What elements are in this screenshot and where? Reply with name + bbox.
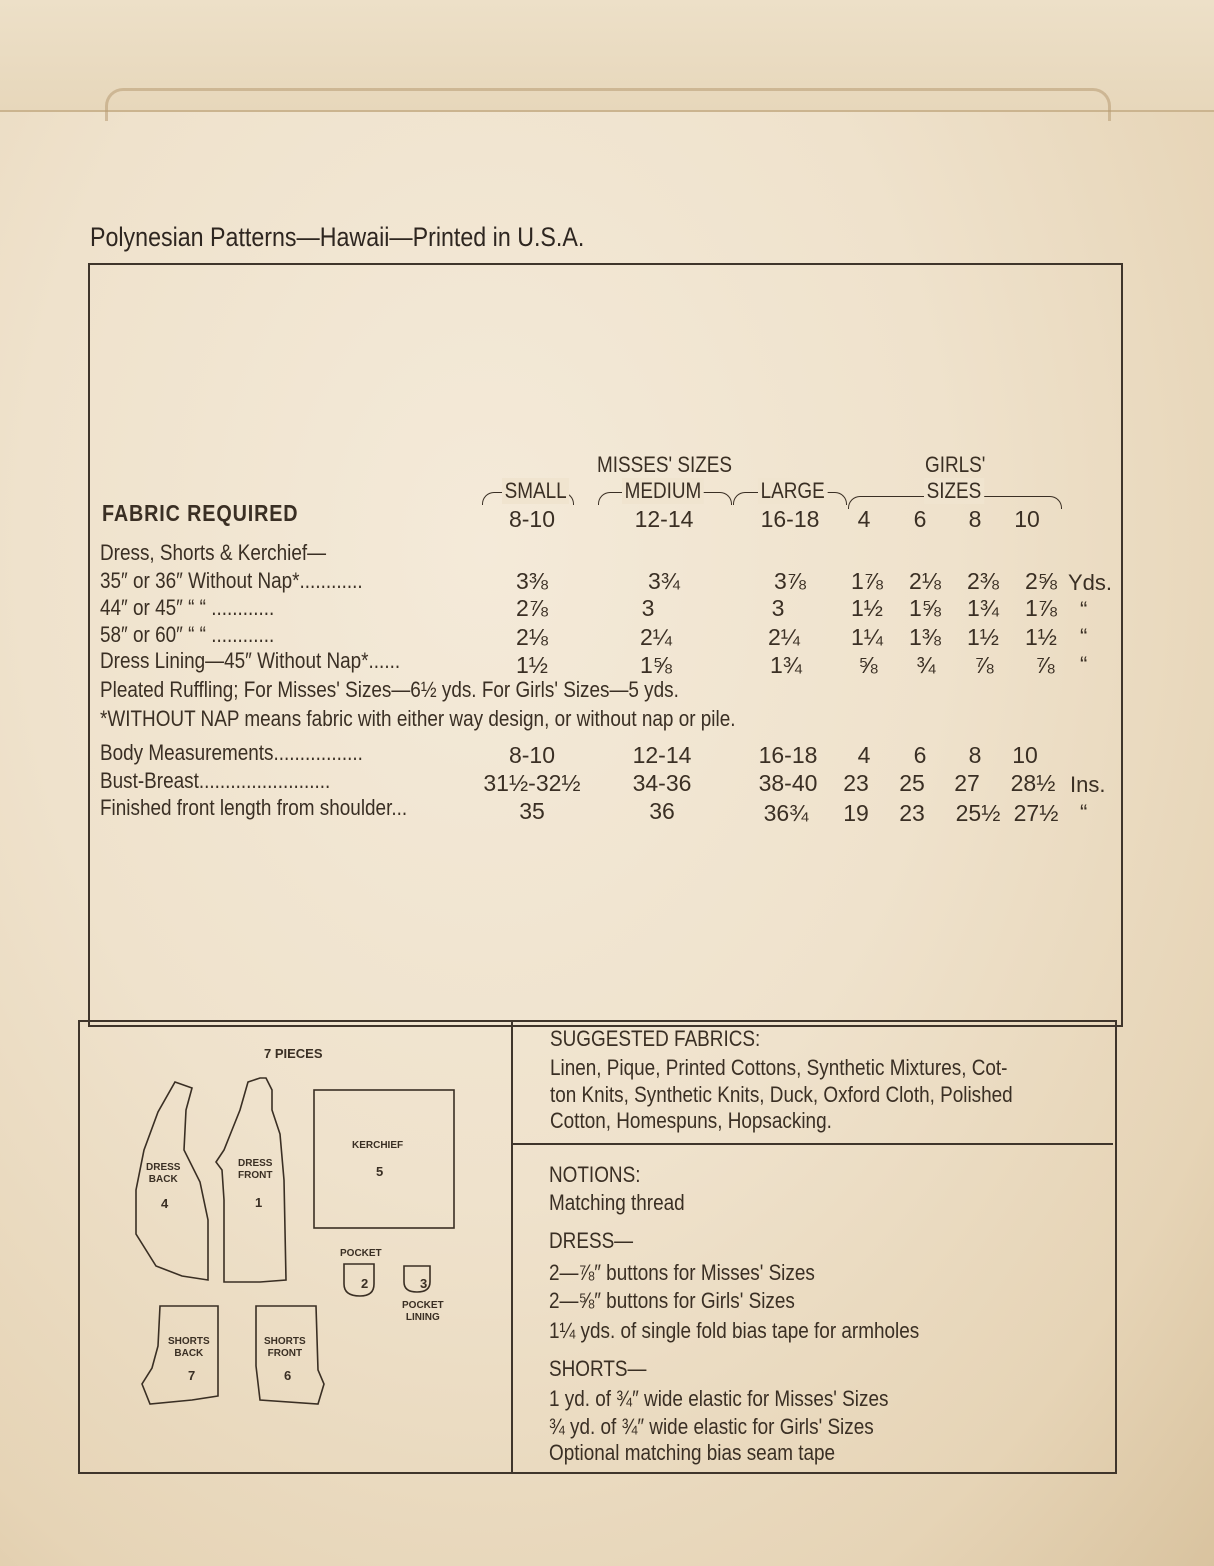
- size-code: 6: [913, 506, 927, 532]
- piece-label-text: DRESS FRONT: [238, 1158, 273, 1181]
- size-code: 16-18: [760, 506, 820, 532]
- fabric-value: 1½: [1025, 624, 1057, 650]
- shorts-notion: ¾ yd. of ¾″ wide elastic for Girls' Sizes: [549, 1414, 874, 1439]
- fabric-value: ⅞: [1035, 652, 1055, 678]
- medium-header: MEDIUM: [622, 478, 704, 504]
- measure-value: 38-40: [758, 770, 818, 796]
- measure-value: 6: [913, 742, 927, 768]
- girls-sizes-header: SIZES: [924, 478, 984, 504]
- measure-value: 12-14: [632, 742, 692, 768]
- suggested-fabrics-title: SUGGESTED FABRICS:: [550, 1026, 761, 1051]
- measure-row-label: Bust-Breast.........................: [100, 768, 331, 793]
- measure-value: 4: [857, 742, 871, 768]
- dress-notion: 2—⅝″ buttons for Girls' Sizes: [549, 1288, 795, 1313]
- fabric-required-title: FABRIC REQUIRED: [102, 500, 299, 526]
- fabric-value: 3⅞: [774, 568, 806, 594]
- dress-notion: 2—⅞″ buttons for Misses' Sizes: [549, 1260, 815, 1285]
- piece-label-text: SHORTS FRONT: [264, 1336, 306, 1359]
- bottom-divider: [511, 1020, 513, 1472]
- fabric-unit: Yds.: [1068, 570, 1113, 595]
- piece-label-shorts-front: [264, 1336, 306, 1360]
- measure-value: 19: [843, 800, 869, 826]
- flap-edge: [105, 88, 1111, 121]
- fabric-value: 2¼: [768, 624, 800, 650]
- piece-label-shorts-back: [168, 1336, 210, 1360]
- pocket-shape: [344, 1264, 374, 1296]
- suggested-line: Linen, Pique, Printed Cottons, Synthetic Mixtures, Cot-: [550, 1055, 1008, 1080]
- size-code: 8: [968, 506, 982, 532]
- size-code: 4: [857, 506, 871, 532]
- piece-num-pocket-lining: 3: [420, 1276, 428, 1291]
- measure-value: 23: [843, 770, 869, 796]
- fabric-value: 2⅛: [516, 624, 548, 650]
- fabric-value: 3: [641, 595, 655, 621]
- fabric-value: ⅝: [858, 652, 878, 678]
- fabric-value: 2⅞: [516, 595, 548, 621]
- fabric-value: 1⅝: [909, 595, 941, 621]
- piece-num-kerchief: 5: [376, 1164, 384, 1179]
- pattern-pieces-diagram: [120, 1070, 480, 1430]
- measure-value: 8: [968, 742, 982, 768]
- notions-divider: [511, 1143, 1113, 1145]
- measure-value: 25½: [955, 800, 1001, 826]
- piece-label-pocket-lining: [402, 1300, 444, 1324]
- ruffling-note: Pleated Ruffling; For Misses' Sizes—6½ yds. For Girls' Sizes—5 yds.: [100, 677, 679, 702]
- pieces-count: 7 PIECES: [264, 1046, 323, 1061]
- dress-notion: 1¼ yds. of single fold bias tape for armholes: [549, 1318, 920, 1343]
- large-header: LARGE: [758, 478, 827, 504]
- measure-value: 23: [899, 800, 925, 826]
- measure-value: 28½: [1010, 770, 1056, 796]
- piece-label-dress-back: [146, 1162, 180, 1186]
- piece-label-pocket: POCKET: [340, 1248, 382, 1259]
- measure-row-label: Body Measurements.................: [100, 740, 363, 765]
- piece-num-dress-back: 4: [161, 1196, 169, 1211]
- measure-value: 34-36: [632, 770, 692, 796]
- piece-label-text: DRESS BACK: [146, 1162, 181, 1185]
- piece-num-shorts-back: 7: [188, 1368, 196, 1383]
- suggested-line: Cotton, Homespuns, Hopsacking.: [550, 1108, 832, 1133]
- fabric-value: 3⅜: [516, 568, 548, 594]
- piece-num-dress-front: 1: [255, 1195, 263, 1210]
- fabric-row-label: 58″ or 60″ “ “ ............: [100, 622, 275, 647]
- shorts-notions-title: SHORTS—: [549, 1356, 647, 1381]
- dress-notions-title: DRESS—: [549, 1228, 634, 1253]
- fabric-value: 2⅜: [967, 568, 999, 594]
- piece-label-text: SHORTS BACK: [168, 1336, 210, 1359]
- measure-value: 16-18: [758, 742, 818, 768]
- notions-title: NOTIONS:: [549, 1162, 641, 1187]
- fabric-value: ⅞: [974, 652, 994, 678]
- fabric-value: 1½: [516, 652, 548, 678]
- notions-thread: Matching thread: [549, 1190, 685, 1215]
- measure-value: 27½: [1013, 800, 1059, 826]
- fabric-row-label: Dress Lining—45″ Without Nap*......: [100, 648, 401, 673]
- fabric-value: 1½: [851, 595, 883, 621]
- publisher-line: Polynesian Patterns—Hawaii—Printed in U.S.A.: [90, 222, 585, 252]
- shorts-notion: Optional matching bias seam tape: [549, 1440, 836, 1465]
- shorts-notion: 1 yd. of ¾″ wide elastic for Misses' Sizes: [549, 1386, 889, 1411]
- fabric-value: 1⅞: [1025, 595, 1057, 621]
- measure-row-label: Finished front length from shoulder...: [100, 795, 408, 820]
- fabric-row-label: 44″ or 45″ “ “ ............: [100, 595, 275, 620]
- size-code: 12-14: [634, 506, 694, 532]
- fabric-value: 3: [771, 595, 785, 621]
- size-code: 8-10: [508, 506, 556, 532]
- piece-label-kerchief: KERCHIEF: [352, 1140, 404, 1151]
- size-code: 10: [1014, 506, 1040, 532]
- small-header: SMALL: [502, 478, 569, 504]
- measure-value: 36¾: [763, 800, 809, 826]
- fabric-value: 1¼: [851, 624, 883, 650]
- measure-unit: Ins.: [1070, 772, 1106, 797]
- girls-header: GIRLS': [925, 452, 986, 477]
- fabric-value: ¾: [916, 652, 936, 678]
- fabric-unit: “: [1080, 597, 1088, 622]
- misses-sizes-header: MISSES' SIZES: [597, 452, 733, 477]
- piece-label-dress-front: [238, 1158, 272, 1182]
- measure-value: 10: [1012, 742, 1038, 768]
- fabric-value: 1½: [967, 624, 999, 650]
- measure-unit: “: [1080, 800, 1088, 825]
- measure-value: 8-10: [508, 742, 556, 768]
- piece-label-text: POCKET LINING: [402, 1300, 444, 1323]
- fabric-value: 1¾: [770, 652, 802, 678]
- fabric-value: 2⅝: [1025, 568, 1057, 594]
- fabric-value: 1⅞: [851, 568, 883, 594]
- fabric-unit: “: [1080, 624, 1088, 649]
- fabric-value: 2¼: [640, 624, 672, 650]
- fabric-value: 1¾: [967, 595, 999, 621]
- fabric-row-label: 35″ or 36″ Without Nap*............: [100, 568, 363, 593]
- fabric-row-label: Dress, Shorts & Kerchief—: [100, 540, 327, 565]
- nap-note: *WITHOUT NAP means fabric with either way design, or without nap or pile.: [100, 706, 736, 731]
- measure-value: 27: [954, 770, 980, 796]
- piece-num-pocket: 2: [361, 1276, 369, 1291]
- fabric-value: 3¾: [648, 568, 680, 594]
- measure-value: 35: [519, 798, 545, 824]
- piece-num-shorts-front: 6: [284, 1368, 292, 1383]
- fabric-unit: “: [1080, 652, 1088, 677]
- measure-value: 25: [899, 770, 925, 796]
- measure-value: 31½-32½: [483, 770, 581, 796]
- kerchief-shape: [314, 1090, 454, 1228]
- suggested-line: ton Knits, Synthetic Knits, Duck, Oxford Cloth, Polished: [550, 1082, 1013, 1107]
- fabric-value: 1⅜: [909, 624, 941, 650]
- fabric-value: 2⅛: [909, 568, 941, 594]
- measure-value: 36: [649, 798, 675, 824]
- fabric-value: 1⅝: [640, 652, 672, 678]
